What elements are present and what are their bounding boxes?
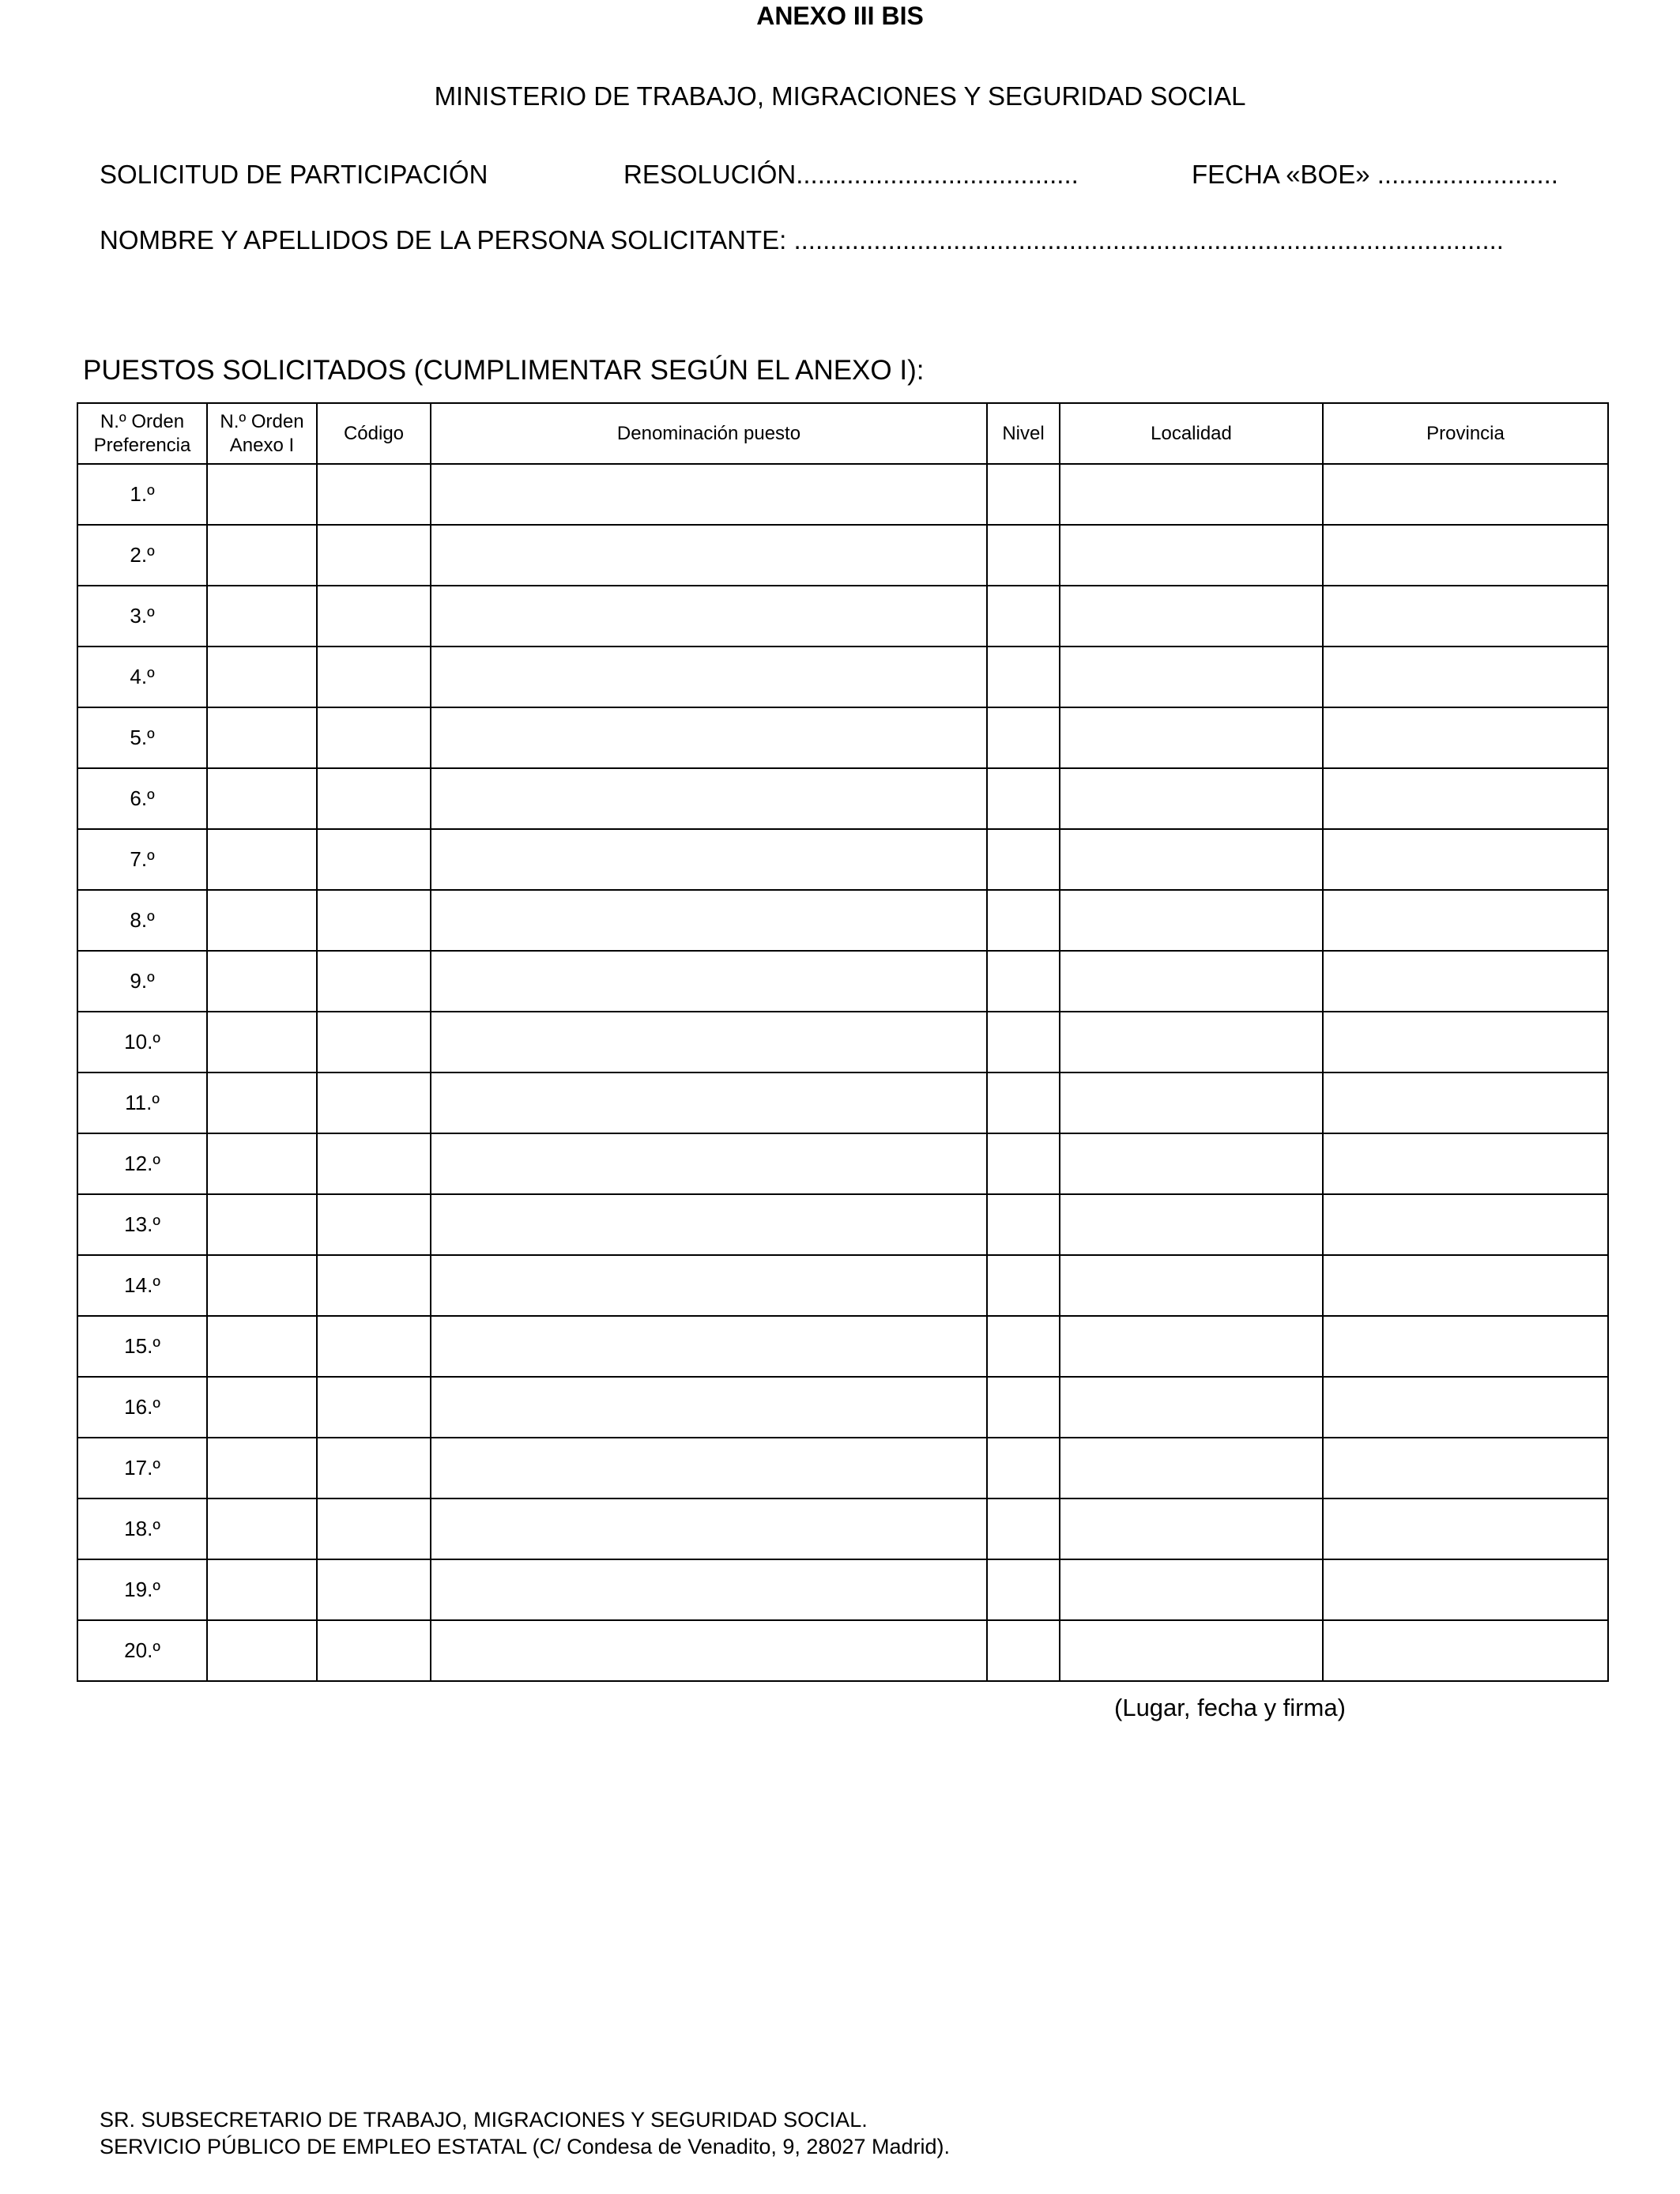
annex-order-cell[interactable] [207,647,317,707]
position-name-cell[interactable] [431,1377,987,1438]
code-cell[interactable] [317,951,431,1012]
province-cell[interactable] [1323,1194,1608,1255]
level-cell[interactable] [987,525,1060,586]
header-province: Provincia [1323,403,1608,464]
province-cell[interactable] [1323,1255,1608,1316]
annex-order-cell[interactable] [207,951,317,1012]
position-name-cell[interactable] [431,464,987,525]
position-name-cell[interactable] [431,1133,987,1194]
code-cell[interactable] [317,1072,431,1133]
province-cell[interactable] [1323,1498,1608,1559]
province-cell[interactable] [1323,890,1608,951]
annex-order-cell[interactable] [207,1316,317,1377]
level-cell[interactable] [987,951,1060,1012]
position-name-cell[interactable] [431,1559,987,1620]
province-cell[interactable] [1323,768,1608,829]
preference-order-cell: 11.º [77,1072,207,1133]
province-cell[interactable] [1323,586,1608,647]
positions-title: PUESTOS SOLICITADOS (CUMPLIMENTAR SEGÚN EL ANEXO I): [83,355,925,386]
code-cell[interactable] [317,768,431,829]
code-cell[interactable] [317,1012,431,1072]
annex-order-cell[interactable] [207,1012,317,1072]
table-row [77,951,1608,1012]
code-cell[interactable] [317,586,431,647]
table-row [77,525,1608,586]
level-cell[interactable] [987,1438,1060,1498]
level-cell[interactable] [987,1072,1060,1133]
level-cell[interactable] [987,1133,1060,1194]
province-cell[interactable] [1323,1012,1608,1072]
province-cell[interactable] [1323,647,1608,707]
level-cell[interactable] [987,1498,1060,1559]
table-row [77,768,1608,829]
code-cell[interactable] [317,707,431,768]
table-header-row [77,403,1608,464]
table-row [77,586,1608,647]
locality-cell[interactable] [1060,890,1323,951]
code-cell[interactable] [317,1438,431,1498]
annex-title: ANEXO III BIS [756,2,924,30]
preference-order-cell: 16.º [77,1377,207,1438]
footer-line-service: SERVICIO PÚBLICO DE EMPLEO ESTATAL (C/ Condesa de Venadito, 9, 28027 Madrid). [100,2135,950,2158]
position-name-cell[interactable] [431,951,987,1012]
preference-order-cell: 10.º [77,1012,207,1072]
province-cell[interactable] [1323,707,1608,768]
code-cell[interactable] [317,1316,431,1377]
preference-order-cell: 12.º [77,1133,207,1194]
province-cell[interactable] [1323,1316,1608,1377]
preference-order-cell: 2.º [77,525,207,586]
preference-order-cell: 14.º [77,1255,207,1316]
annex-order-cell[interactable] [207,586,317,647]
annex-order-cell[interactable] [207,1194,317,1255]
annex-order-cell[interactable] [207,707,317,768]
province-cell[interactable] [1323,464,1608,525]
locality-cell[interactable] [1060,1012,1323,1072]
preference-order-cell: 20.º [77,1620,207,1681]
footer-address [100,2106,950,2160]
table-row [77,890,1608,951]
preference-order-cell: 1.º [77,464,207,525]
table-row [77,1133,1608,1194]
locality-cell[interactable] [1060,707,1323,768]
locality-cell[interactable] [1060,829,1323,890]
level-cell[interactable] [987,1194,1060,1255]
locality-cell[interactable] [1060,525,1323,586]
level-cell[interactable] [987,1620,1060,1681]
position-name-cell[interactable] [431,829,987,890]
locality-cell[interactable] [1060,1316,1323,1377]
signature-line: (Lugar, fecha y firma) [1114,1694,1346,1721]
table-row [77,464,1608,525]
table-row [77,1255,1608,1316]
locality-cell[interactable] [1060,951,1323,1012]
footer-line-recipient: SR. SUBSECRETARIO DE TRABAJO, MIGRACIONES Y SEGURIDAD SOCIAL. [100,2108,868,2132]
level-cell[interactable] [987,1559,1060,1620]
preference-order-cell: 19.º [77,1559,207,1620]
code-cell[interactable] [317,464,431,525]
province-cell[interactable] [1323,1559,1608,1620]
annex-order-cell[interactable] [207,1438,317,1498]
preference-order-cell: 9.º [77,951,207,1012]
province-cell[interactable] [1323,1377,1608,1438]
table-row [77,1012,1608,1072]
annex-order-cell[interactable] [207,464,317,525]
table-row [77,1072,1608,1133]
province-cell[interactable] [1323,1072,1608,1133]
resolution-field: RESOLUCIÓN....................................... [623,160,1079,189]
code-cell[interactable] [317,1498,431,1559]
locality-cell[interactable] [1060,1620,1323,1681]
annex-order-cell[interactable] [207,890,317,951]
preference-order-cell: 13.º [77,1194,207,1255]
table-row [77,1498,1608,1559]
position-name-cell[interactable] [431,1620,987,1681]
annex-order-cell[interactable] [207,1620,317,1681]
position-name-cell[interactable] [431,707,987,768]
header-locality: Localidad [1060,403,1323,464]
locality-cell[interactable] [1060,768,1323,829]
province-cell[interactable] [1323,829,1608,890]
annex-order-cell[interactable] [207,1498,317,1559]
preference-order-cell: 18.º [77,1498,207,1559]
province-cell[interactable] [1323,525,1608,586]
level-cell[interactable] [987,1377,1060,1438]
code-cell[interactable] [317,890,431,951]
province-cell[interactable] [1323,1438,1608,1498]
preference-order-cell: 5.º [77,707,207,768]
preference-order-cell: 7.º [77,829,207,890]
table-row [77,1377,1608,1438]
level-cell[interactable] [987,1255,1060,1316]
position-name-cell[interactable] [431,1012,987,1072]
boe-date-field: FECHA «BOE» ......................... [1192,160,1558,189]
annex-order-cell[interactable] [207,1133,317,1194]
applicant-name-field: NOMBRE Y APELLIDOS DE LA PERSONA SOLICITANTE: .................................................................................................. [100,225,1504,254]
annex-order-cell[interactable] [207,768,317,829]
locality-cell[interactable] [1060,1377,1323,1438]
preference-order-cell: 17.º [77,1438,207,1498]
positions-table [77,402,1609,1682]
level-cell[interactable] [987,768,1060,829]
level-cell[interactable] [987,1316,1060,1377]
table-row [77,1194,1608,1255]
code-cell[interactable] [317,525,431,586]
level-cell[interactable] [987,647,1060,707]
position-name-cell[interactable] [431,586,987,647]
table-row [77,1438,1608,1498]
locality-cell[interactable] [1060,464,1323,525]
position-name-cell[interactable] [431,1498,987,1559]
position-name-cell[interactable] [431,1438,987,1498]
annex-order-cell[interactable] [207,1255,317,1316]
preference-order-cell: 15.º [77,1316,207,1377]
locality-cell[interactable] [1060,647,1323,707]
position-name-cell[interactable] [431,768,987,829]
locality-cell[interactable] [1060,1498,1323,1559]
level-cell[interactable] [987,890,1060,951]
locality-cell[interactable] [1060,1072,1323,1133]
code-cell[interactable] [317,1620,431,1681]
position-name-cell[interactable] [431,1255,987,1316]
annex-order-cell[interactable] [207,1377,317,1438]
code-cell[interactable] [317,1255,431,1316]
province-cell[interactable] [1323,1133,1608,1194]
level-cell[interactable] [987,707,1060,768]
position-name-cell[interactable] [431,890,987,951]
code-cell[interactable] [317,1133,431,1194]
preference-order-cell: 3.º [77,586,207,647]
header-annex-order: N.º Orden Anexo I [207,403,317,464]
table-row [77,1620,1608,1681]
locality-cell[interactable] [1060,1133,1323,1194]
locality-cell[interactable] [1060,1194,1323,1255]
table-row [77,707,1608,768]
preference-order-cell: 8.º [77,890,207,951]
level-cell[interactable] [987,829,1060,890]
locality-cell[interactable] [1060,1559,1323,1620]
position-name-cell[interactable] [431,647,987,707]
locality-cell[interactable] [1060,1438,1323,1498]
position-name-cell[interactable] [431,1194,987,1255]
province-cell[interactable] [1323,951,1608,1012]
table-row [77,1316,1608,1377]
annex-order-cell[interactable] [207,829,317,890]
annex-order-cell[interactable] [207,1072,317,1133]
header-preference-order: N.º Orden Preferencia [77,403,207,464]
header-level: Nivel [987,403,1060,464]
table-body [77,464,1608,1681]
preference-order-cell: 6.º [77,768,207,829]
level-cell[interactable] [987,464,1060,525]
level-cell[interactable] [987,586,1060,647]
preference-order-cell: 4.º [77,647,207,707]
code-cell[interactable] [317,1559,431,1620]
header-position-name: Denominación puesto [431,403,987,464]
table-row [77,1559,1608,1620]
code-cell[interactable] [317,829,431,890]
annex-order-cell[interactable] [207,525,317,586]
position-name-cell[interactable] [431,1072,987,1133]
table-row [77,829,1608,890]
locality-cell[interactable] [1060,1255,1323,1316]
code-cell[interactable] [317,647,431,707]
position-name-cell[interactable] [431,1316,987,1377]
request-label: SOLICITUD DE PARTICIPACIÓN [100,160,488,189]
position-name-cell[interactable] [431,525,987,586]
header-code: Código [317,403,431,464]
province-cell[interactable] [1323,1620,1608,1681]
locality-cell[interactable] [1060,586,1323,647]
level-cell[interactable] [987,1012,1060,1072]
code-cell[interactable] [317,1377,431,1438]
ministry-heading: MINISTERIO DE TRABAJO, MIGRACIONES Y SEGURIDAD SOCIAL [434,81,1246,111]
annex-order-cell[interactable] [207,1559,317,1620]
code-cell[interactable] [317,1194,431,1255]
table-row [77,647,1608,707]
